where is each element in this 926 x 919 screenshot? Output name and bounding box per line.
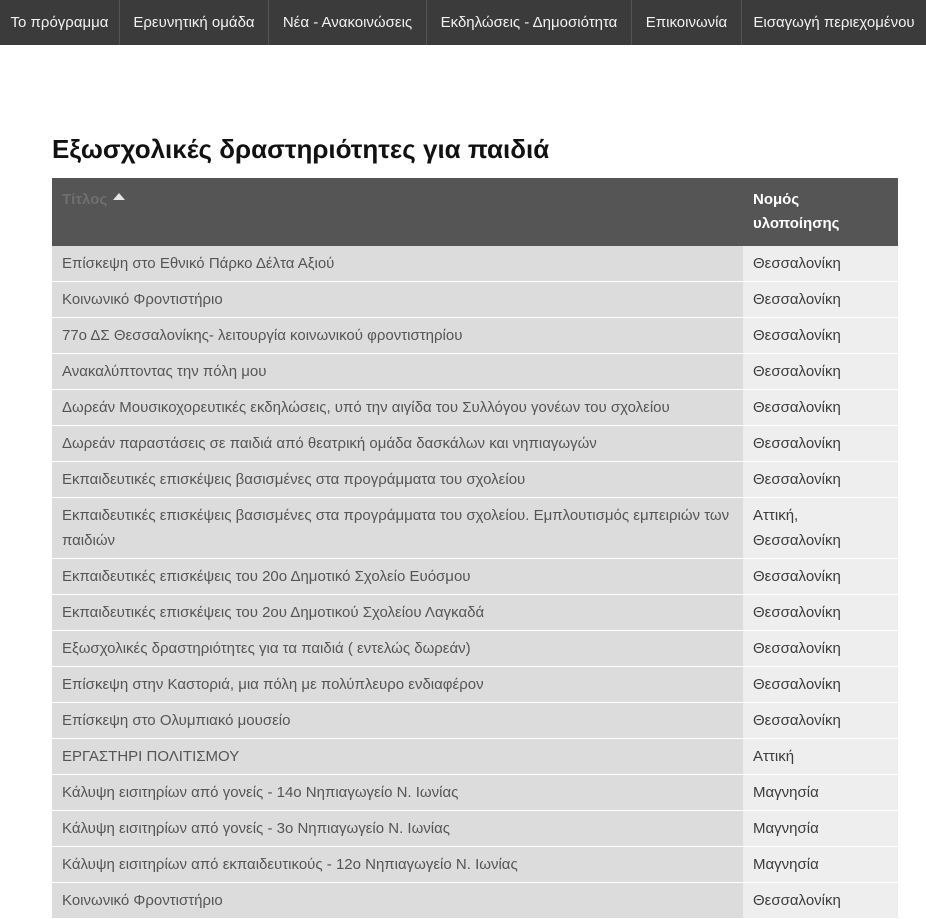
top-navigation bbox=[0, 0, 926, 45]
table-row bbox=[52, 354, 898, 390]
activity-title-link[interactable]: Επίσκεψη στην Καστοριά, μια πόλη με πολύπλευρο ενδιαφέρον bbox=[62, 676, 484, 693]
activity-title-link[interactable]: Εκπαιδευτικές επισκέψεις βασισμένες στα προγράμματα του σχολείου. Εμπλουτισμός εμπειριών των παιδιών bbox=[62, 507, 730, 549]
activity-title-cell bbox=[52, 595, 743, 631]
region-cell: Θεσσαλονίκη bbox=[743, 595, 898, 631]
region-cell: Αττική, Θεσσαλονίκη bbox=[743, 498, 898, 559]
nav-item-events[interactable]: Εκδηλώσεις - Δημοσιότητα bbox=[427, 0, 632, 45]
table-row bbox=[52, 246, 898, 282]
table-row bbox=[52, 426, 898, 462]
activity-title-link[interactable]: Εξωσχολικές δραστηριότητες για τα παιδιά ( εντελώς δωρεάν) bbox=[62, 640, 471, 657]
activity-title-link[interactable]: Κοινωνικό Φροντιστήριο bbox=[62, 892, 223, 909]
column-header-title-label[interactable]: Τίτλος bbox=[62, 191, 108, 208]
column-header-title[interactable] bbox=[52, 178, 743, 246]
table-row bbox=[52, 811, 898, 847]
activity-title-link[interactable]: ΕΡΓΑΣΤΗΡΙ ΠΟΛΙΤΙΣΜΟΥ bbox=[62, 748, 240, 765]
activity-title-link[interactable]: Εκπαιδευτικές επισκέψεις βασισμένες στα προγράμματα του σχολείου bbox=[62, 471, 526, 488]
nav-item-research-team[interactable]: Ερευνητική ομάδα bbox=[120, 0, 269, 45]
nav-item-contact[interactable]: Επικοινωνία bbox=[632, 0, 742, 45]
table-row bbox=[52, 847, 898, 883]
region-cell: Θεσσαλονίκη bbox=[743, 703, 898, 739]
region-cell: Θεσσαλονίκη bbox=[743, 354, 898, 390]
table-row bbox=[52, 703, 898, 739]
table-row bbox=[52, 498, 898, 559]
activity-title-cell bbox=[52, 703, 743, 739]
activity-title-link[interactable]: Ανακαλύπτοντας την πόλη μου bbox=[62, 363, 267, 380]
region-cell: Θεσσαλονίκη bbox=[743, 462, 898, 498]
activity-title-link[interactable]: Επίσκεψη στο Ολυμπιακό μουσείο bbox=[62, 712, 291, 729]
nav-item-news[interactable]: Νέα - Ανακοινώσεις bbox=[269, 0, 427, 45]
region-cell: Θεσσαλονίκη bbox=[743, 559, 898, 595]
activity-title-cell bbox=[52, 811, 743, 847]
table-row bbox=[52, 739, 898, 775]
table-header-row bbox=[52, 178, 898, 246]
activity-title-cell bbox=[52, 246, 743, 282]
region-cell: Μαγνησία bbox=[743, 847, 898, 883]
nav-item-add-content[interactable]: Εισαγωγή περιεχομένου bbox=[753, 14, 915, 31]
region-cell: Θεσσαλονίκη bbox=[743, 426, 898, 462]
activity-title-link[interactable]: Εκπαιδευτικές επισκέψεις του 20ο Δημοτικό Σχολείο Ευόσμου bbox=[62, 568, 471, 585]
activity-title-cell bbox=[52, 354, 743, 390]
region-cell: Θεσσαλονίκη bbox=[743, 883, 898, 919]
region-cell: Θεσσαλονίκη bbox=[743, 390, 898, 426]
region-cell: Θεσσαλονίκη bbox=[743, 667, 898, 703]
activity-title-cell bbox=[52, 559, 743, 595]
region-cell: Μαγνησία bbox=[743, 775, 898, 811]
table-row bbox=[52, 775, 898, 811]
region-cell: Θεσσαλονίκη bbox=[743, 282, 898, 318]
activity-title-link[interactable]: Κάλυψη εισιτηρίων από γονείς - 14ο Νηπιαγωγείο Ν. Ιωνίας bbox=[62, 784, 459, 801]
table-body bbox=[52, 246, 898, 919]
sort-ascending-icon[interactable] bbox=[113, 193, 125, 200]
table-row bbox=[52, 667, 898, 703]
activity-title-link[interactable]: Κοινωνικό Φροντιστήριο bbox=[62, 291, 223, 308]
region-cell: Θεσσαλονίκη bbox=[743, 246, 898, 282]
activity-title-link[interactable]: Εκπαιδευτικές επισκέψεις του 2ου Δημοτικού Σχολείου Λαγκαδά bbox=[62, 604, 485, 621]
activity-title-cell bbox=[52, 498, 743, 559]
activity-title-cell bbox=[52, 883, 743, 919]
activity-title-link[interactable]: Δωρεάν Μουσικοχορευτικές εκδηλώσεις, υπό την αιγίδα του Συλλόγου γονέων του σχολείου bbox=[62, 399, 670, 416]
activity-title-link[interactable]: Δωρεάν παραστάσεις σε παιδιά από θεατρική ομάδα δασκάλων και νηπιαγωγών bbox=[62, 435, 597, 452]
region-cell: Θεσσαλονίκη bbox=[743, 631, 898, 667]
activity-title-cell bbox=[52, 667, 743, 703]
table-row bbox=[52, 883, 898, 919]
activity-title-cell bbox=[52, 426, 743, 462]
table-row bbox=[52, 282, 898, 318]
activity-title-link[interactable]: Κάλυψη εισιτηρίων από γονείς - 3ο Νηπιαγωγείο Ν. Ιωνίας bbox=[62, 820, 451, 837]
activities-table bbox=[52, 178, 898, 919]
activity-title-link[interactable]: 77ο ΔΣ Θεσσαλονίκης- λειτουργία κοινωνικού φροντιστηρίου bbox=[62, 327, 463, 344]
activity-title-cell bbox=[52, 739, 743, 775]
activity-title-cell bbox=[52, 847, 743, 883]
region-cell: Αττική bbox=[743, 739, 898, 775]
activity-title-cell bbox=[52, 631, 743, 667]
table-row bbox=[52, 559, 898, 595]
column-header-region[interactable] bbox=[743, 178, 898, 246]
nav-item-program[interactable]: Το πρόγραμμα bbox=[0, 0, 120, 45]
column-header-region-label[interactable]: Νομός υλοποίησης bbox=[753, 191, 840, 232]
region-cell: Θεσσαλονίκη bbox=[743, 318, 898, 354]
table-row bbox=[52, 462, 898, 498]
table-row bbox=[52, 318, 898, 354]
table-row bbox=[52, 631, 898, 667]
activity-title-cell bbox=[52, 775, 743, 811]
activity-title-cell bbox=[52, 390, 743, 426]
table-row bbox=[52, 390, 898, 426]
table-row bbox=[52, 595, 898, 631]
activity-title-cell bbox=[52, 318, 743, 354]
activity-title-cell bbox=[52, 462, 743, 498]
activity-title-link[interactable]: Επίσκεψη στο Εθνικό Πάρκο Δέλτα Αξιού bbox=[62, 255, 335, 272]
activity-title-link[interactable]: Κάλυψη εισιτηρίων από εκπαιδευτικούς - 12ο Νηπιαγωγείο Ν. Ιωνίας bbox=[62, 856, 518, 873]
region-cell: Μαγνησία bbox=[743, 811, 898, 847]
activity-title-cell bbox=[52, 282, 743, 318]
page-title: Εξωσχολικές δραστηριότητες για παιδιά bbox=[52, 134, 550, 164]
